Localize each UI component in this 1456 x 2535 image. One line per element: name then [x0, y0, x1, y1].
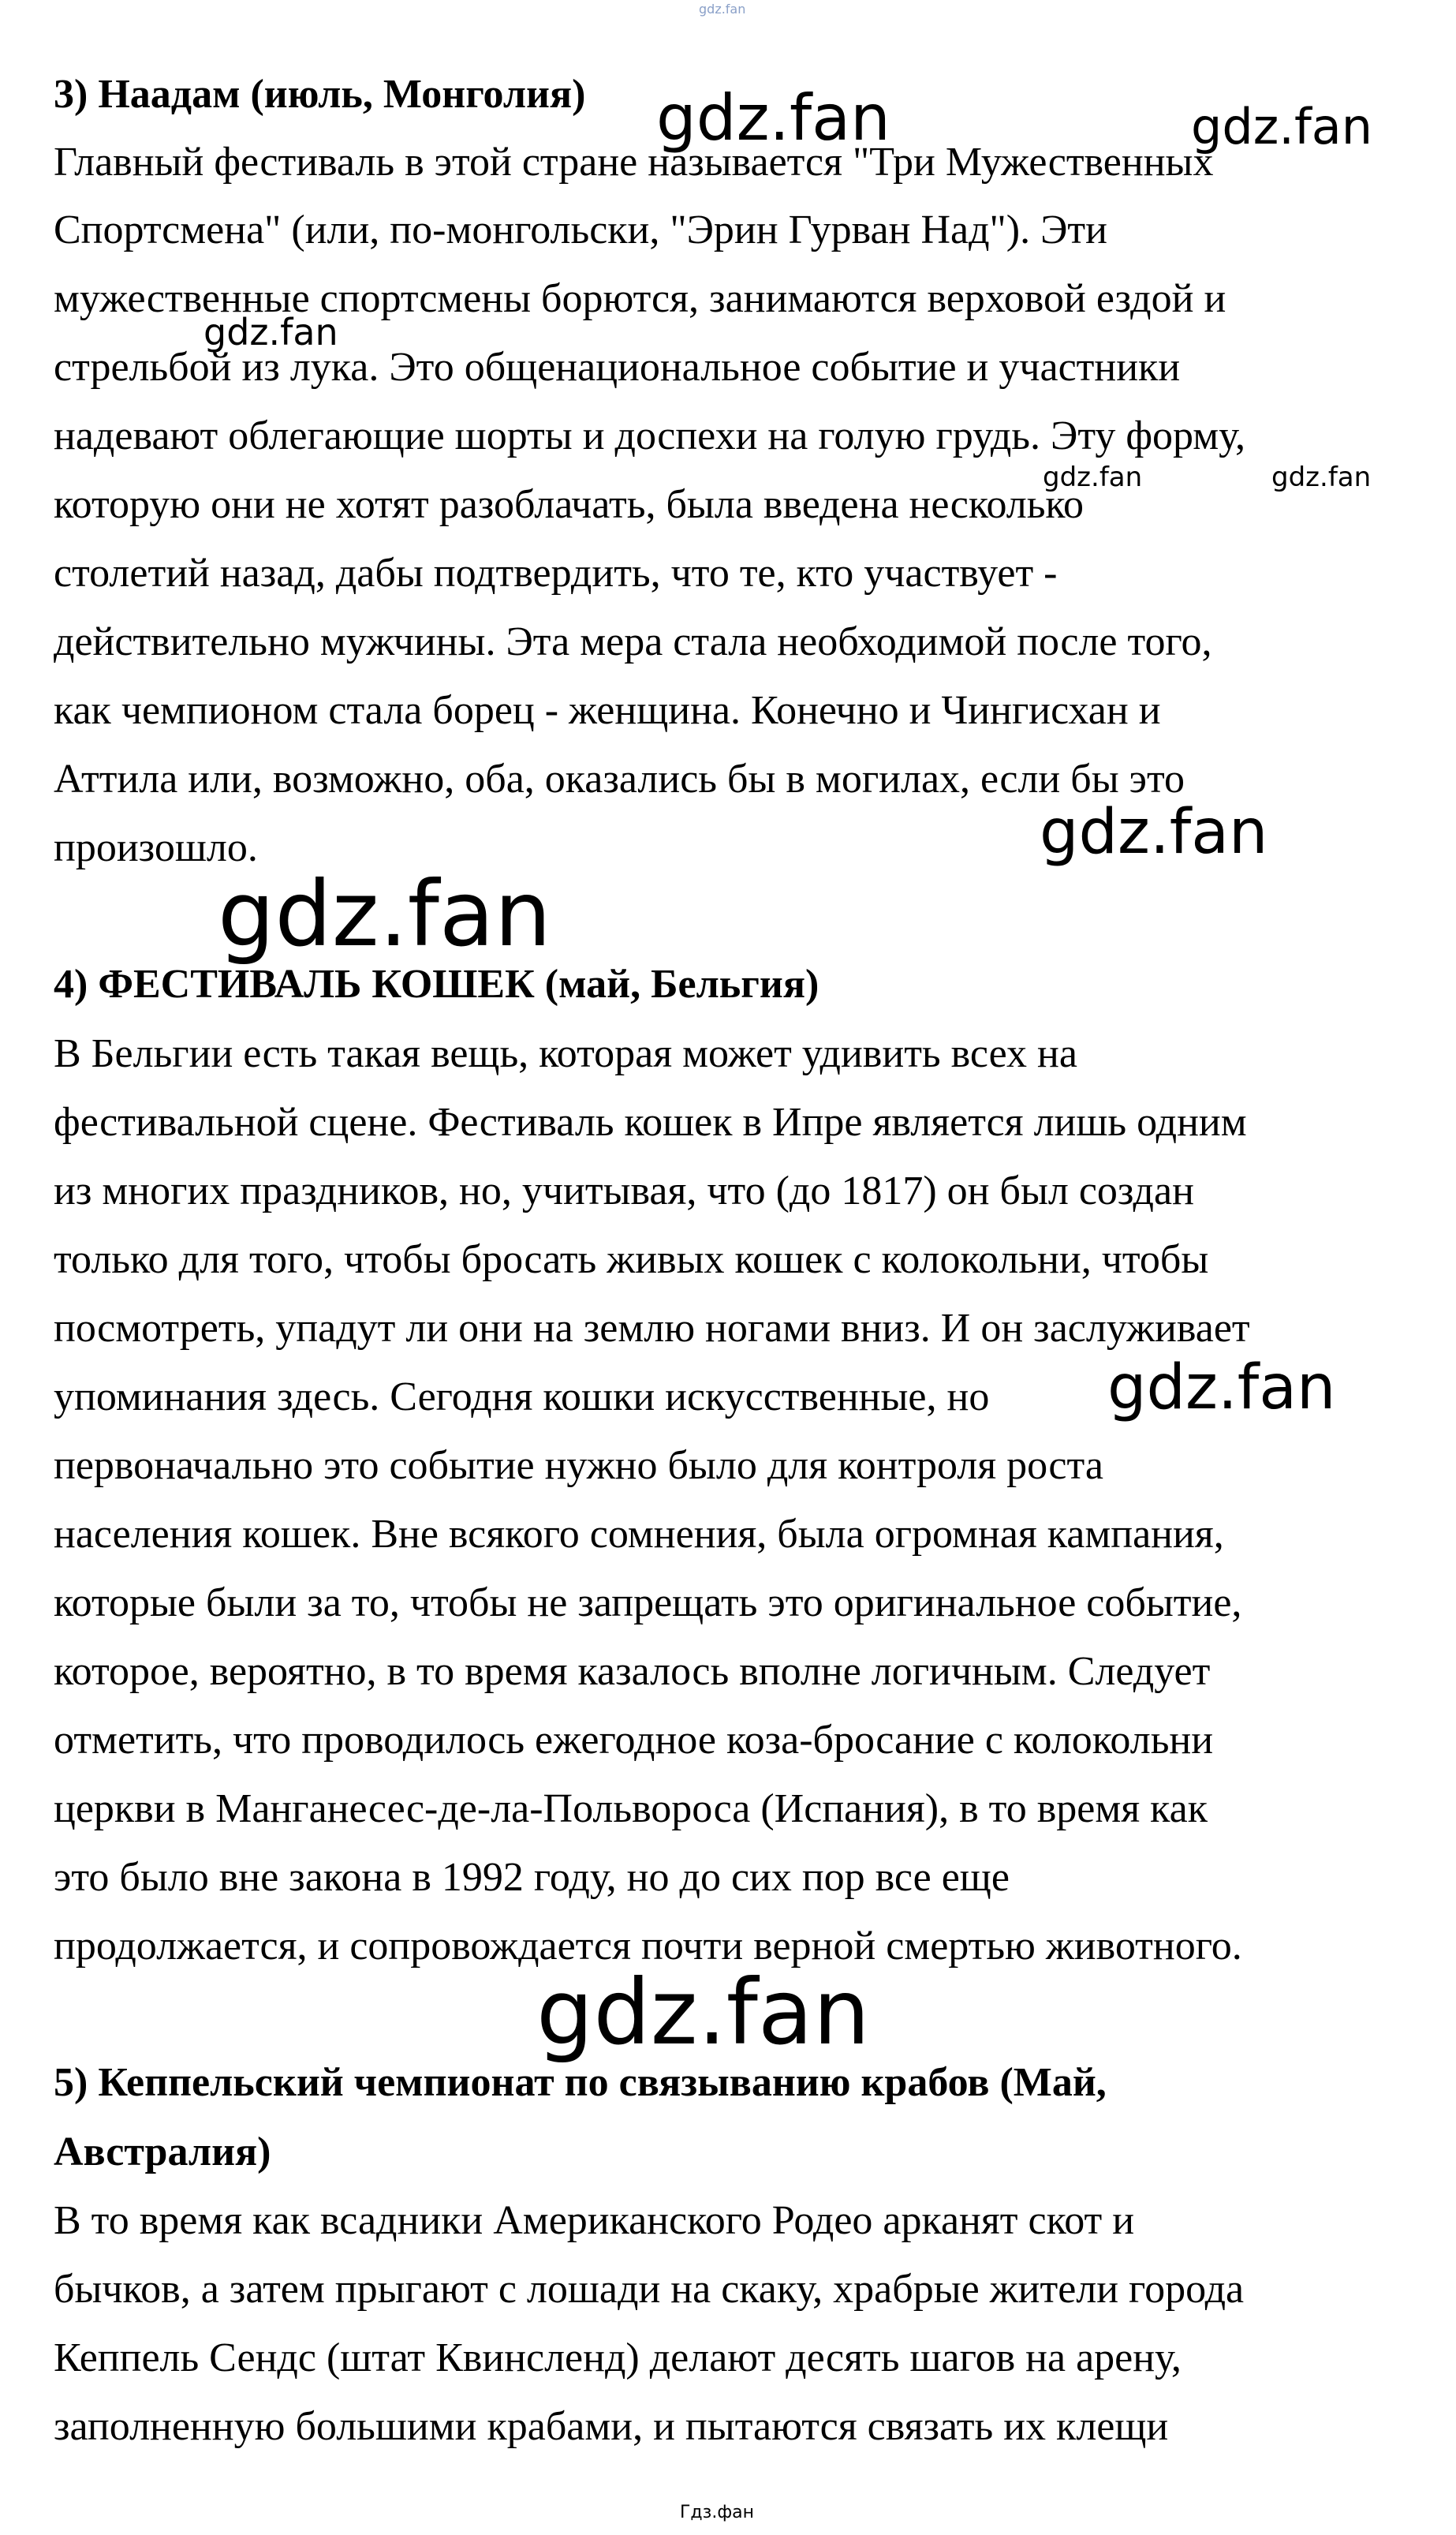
section-5-line: В то время как всадники Американского Родео арканят скот и — [54, 2198, 1135, 2243]
section-3-line: мужественные спортсмены борются, занимаются верховой ездой и — [54, 276, 1226, 321]
section-3-line: столетий назад, дабы подтвердить, что те, кто участвует - — [54, 551, 1058, 596]
section-3-line: Спортсмена" (или, по-монгольски, "Эрин Гурван Над"). Эти — [54, 208, 1107, 252]
watermark: gdz.fan — [1271, 462, 1372, 493]
section-4-line: которое, вероятно, в то время казалось вполне логичным. Следует — [54, 1649, 1211, 1694]
section-4-line: церкви в Манганесес-де-ла-Польвороса (Испания), в то время как — [54, 1786, 1208, 1831]
section-5-line: бычков, а затем прыгают с лошади на скаку, храбрые жители города — [54, 2267, 1245, 2312]
section-4-line: только для того, чтобы бросать живых кошек с колокольни, чтобы — [54, 1237, 1209, 1282]
section-4-line: продолжается, и сопровождается почти верной смертью животного. — [54, 1924, 1242, 1969]
section-4-line: населения кошек. Вне всякого сомнения, была огромная кампания, — [54, 1512, 1224, 1557]
section-4-line: которые были за то, чтобы не запрещать это оригинальное событие, — [54, 1580, 1242, 1625]
page-footer: Гдз.фан — [680, 2503, 754, 2522]
watermark: gdz.fan — [203, 311, 338, 353]
section-4-line: первоначально это событие нужно было для контроля роста — [54, 1443, 1103, 1488]
section-3-line: действительно мужчины. Эта мера стала необходимой после того, — [54, 619, 1212, 664]
watermark: gdz.fan — [1043, 462, 1143, 493]
section-5-line: заполненную большими крабами, и пытаются связать их клещи — [54, 2404, 1169, 2449]
section-5-heading: Австралия) — [54, 2129, 271, 2174]
section-3-line: надевают облегающие шорты и доспехи на голую грудь. Эту форму, — [54, 413, 1245, 458]
section-5-line: Кеппель Сендс (штат Квинсленд) делают десять шагов на арену, — [54, 2335, 1182, 2380]
watermark: gdz.fan — [1107, 1352, 1336, 1423]
section-3-line: произошло. — [54, 825, 258, 870]
section-4-line: посмотреть, упадут ли они на землю ногами вниз. И он заслуживает — [54, 1306, 1250, 1351]
section-4-line: из многих праздников, но, учитывая, что (до 1817) он был создан — [54, 1168, 1194, 1213]
watermark: gdz.fan — [536, 1960, 871, 2065]
watermark: gdz.fan — [656, 81, 890, 155]
section-5-heading: 5) Кеппельский чемпионат по связыванию крабов (Май, — [54, 2060, 1107, 2105]
section-3-line: которую они не хотят разоблачать, была введена несколько — [54, 482, 1085, 527]
watermark: gdz.fan — [1191, 98, 1373, 155]
section-3-line: как чемпионом стала борец - женщина. Конечно и Чингисхан и — [54, 688, 1161, 733]
section-4-heading: 4) ФЕСТИВАЛЬ КОШЕК (май, Бельгия) — [54, 962, 819, 1007]
watermark: gdz.fan — [218, 862, 552, 967]
section-3-line: Главный фестиваль в этой стране называется "Три Мужественных — [54, 140, 1214, 185]
section-4-line: В Бельгии есть такая вещь, которая может удивить всех на — [54, 1031, 1077, 1076]
section-3-line: стрельбой из лука. Это общенациональное событие и участники — [54, 345, 1181, 390]
section-3-heading: 3) Наадам (июль, Монголия) — [54, 72, 586, 117]
header-watermark: gdz.fan — [699, 2, 746, 17]
section-4-line: фестивальной сцене. Фестиваль кошек в Ипре является лишь одним — [54, 1100, 1247, 1145]
section-4-line: это было вне закона в 1992 году, но до сих пор все еще — [54, 1855, 1010, 1900]
watermark: gdz.fan — [1040, 797, 1268, 868]
section-4-line: отметить, что проводилось ежегодное коза-бросание с колокольни — [54, 1718, 1214, 1763]
section-3-line: Аттила или, возможно, оба, оказались бы в могилах, если бы это — [54, 757, 1185, 802]
section-4-line: упоминания здесь. Сегодня кошки искусственные, но — [54, 1374, 990, 1419]
